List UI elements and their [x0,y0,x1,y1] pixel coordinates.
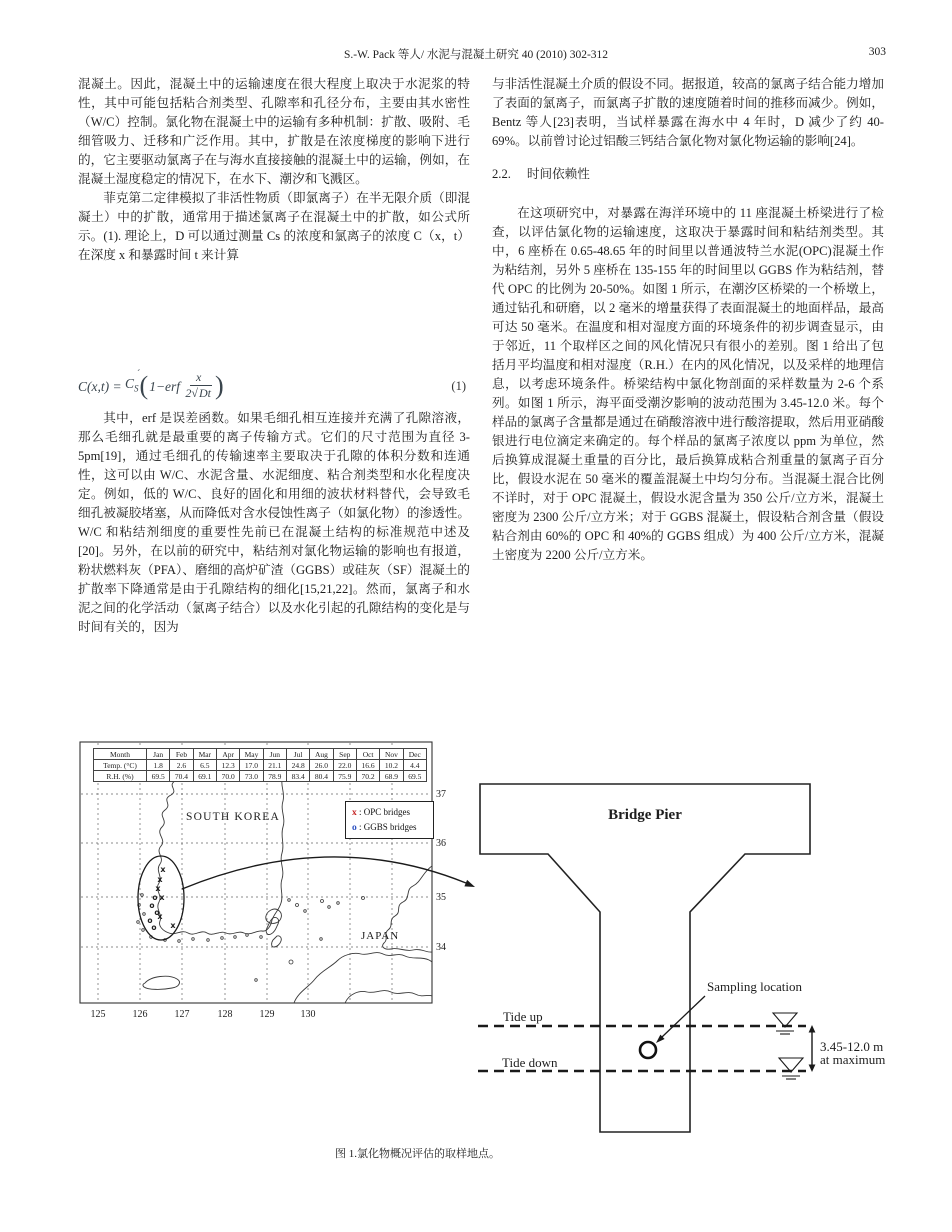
pier-title: Bridge Pier [608,807,682,823]
sampling-point-icon [640,1042,656,1058]
opc-bridge-marker-icon: x [155,884,161,893]
leader-arrowhead-icon [464,880,475,887]
paragraph-ficks-law: 菲克第二定律模拟了非活性物质（即氯离子）在半无限介质（即混凝土）中的扩散，通常用于描述氯离子在混凝土中的扩散，如公式所示。(1). 理论上，D 可以通过测量 Cs 的浓度和氯离子的浓度 C（x，t）在深度 x 和暴露时间 t 来计算 [78,191,470,262]
table-cell: 26.0 [310,760,333,771]
longitude-label: 127 [174,1009,190,1020]
table-cell: 22.0 [333,760,356,771]
sampling-arrow-line [662,996,705,1037]
longitude-label: 130 [300,1009,316,1020]
latitude-label: 34 [436,942,446,953]
longitude-label: 125 [90,1009,106,1020]
longitude-label: 128 [217,1009,233,1020]
ggbs-bridge-marker-icon: o [151,923,157,932]
right-column [492,75,884,565]
table-cell: 70.2 [356,771,379,782]
table-cell: 68.9 [380,771,403,782]
ggbs-bridge-marker-icon: o [154,908,160,917]
opc-bridge-marker-icon: x [160,865,166,874]
table-cell: 80.4 [310,771,333,782]
table-cell: 75.9 [333,771,356,782]
bridge-pier-diagram [478,784,885,1132]
table-cell: Feb [170,749,193,760]
table-cell: 70.4 [170,771,193,782]
row-label: Month [94,749,147,760]
table-cell: 73.0 [240,771,263,782]
opc-bridge-marker-icon: x [157,875,163,884]
scan-accent-mark: ˊ [136,367,141,380]
table-cell: 1.8 [147,760,170,771]
latitude-label: 37 [436,789,446,800]
legend-item [352,805,430,820]
climate-table-row [94,771,427,782]
running-title: S.-W. Pack 等人/ 水泥与混凝土研究 40 (2010) 302-312 [343,49,609,61]
jeju-island [143,976,180,989]
table-cell: 4.4 [403,760,426,771]
climate-table-row [94,760,427,771]
opc-bridge-marker-icon: x [159,893,165,902]
table-cell: 21.1 [263,760,286,771]
table-cell: 69.1 [193,771,216,782]
paragraph-erf-discussion: 其中，erf 是误差函数。如果毛细孔相互连接并充满了孔隙溶液，那么毛细孔就是最重要的离子传输方式。它们的尺寸范围为直径 3-5pm[19]，通过毛细孔的传输速率主要取决于孔隙的体积分数和连通性，这可以由 W/C、水泥含量、水泥细度、粘合剂类型和水化程度决定。例如，低的 W/C、良好的固化和用细的波状材料替代，会导致毛细孔被凝胶堵塞，从而降低对含水侵蚀性离子（如氯化物）的渗透性。W/C 和粘结剂细度的重要性先前已在混凝土结构的标准规范中述及[20]。另外，在以前的研究中，粘结剂对氯化物运输的影响也有报道，粉状燃料灰（PFA）、磨细的高炉矿渣（GGBS）或硅灰（SF）混凝土的扩散率下降通常是由于孔隙结构的细化[15,21,22]。然而，氯离子和水泥之间的化学活动（氯离子结合）以及水化引起的孔隙结构的变化是与时间有关的，因为 [78,411,470,634]
table-cell: 24.8 [286,760,309,771]
table-cell: 10.2 [380,760,403,771]
table-cell: 2.6 [170,760,193,771]
table-cell: Sep [333,749,356,760]
section-heading-2-2 [492,165,884,184]
table-cell: Oct [356,749,379,760]
paragraph-binding: 与非活性混凝土介质的假设不同。据报道，较高的氯离子结合能力增加了表面的氯离子，而氯离子扩散的速度随着时间的推移而减少。例如，Bentz 等人[23]表明，当试样暴露在海水中 4 年时，D 减少了约 40-69%。以前曾讨论过铝酸三钙结合氯化物对氯化物运输的影响[24]。 [492,77,884,148]
table-cell: May [240,749,263,760]
running-head [0,46,952,62]
latitude-label: 36 [436,838,446,849]
paragraph-continuation: 混凝土。因此，混凝土中的运输速度在很大程度上取决于水泥浆的特性，其中可能包括粘合剂类型、孔隙率和孔径分布，主要由其水密性（W/C）控制。氯化物在混凝土中的运输有多种机制：扩散、吸附、毛细管吸力、迁移和广泛作用。其中，扩散是在浓度梯度的影响下进行的，它主要驱动氯离子在与海水直接接触的混凝土中的运输，例如，在混凝土湿度稳定的情况下，在水下、潮汐和飞溅区。 [78,77,470,186]
figure-1-drawing [75,740,915,1140]
table-cell: 70.0 [216,771,239,782]
table-cell: 12.3 [216,760,239,771]
table-cell: Jun [263,749,286,760]
section-title: 时间依赖性 [526,167,590,181]
table-cell: 17.0 [240,760,263,771]
ggbs-bridge-marker-icon: o [147,916,153,925]
japan-label: JAPAN [361,930,400,942]
table-cell: 69.5 [403,771,426,782]
tidal-range-qualifier: at maximum [820,1052,886,1067]
fraction: x 2 √Dt [185,370,212,400]
leader-arrow-line [182,857,466,889]
tsushima-island-2 [272,936,282,947]
legend-label: : GGBS bridges [356,822,417,832]
south-korea-label: SOUTH KOREA [186,811,281,823]
legend-marker-icon: o [352,823,357,833]
paragraph-study: 在这项研究中，对暴露在海洋环境中的 11 座混凝土桥梁进行了检查，以评估氯化物的运输速度，这取决于暴露时间和粘结剂类型。其中，6 座桥在 0.65-48.65 年的时间里以普通波特兰水泥(OPC)混凝土作为粘结剂，另外 5 座桥在 135-155 年的时间里以 GGBS 作为粘结剂，替代 OPC 的比例为 20-50%。如图 1 所示，在潮汐区桥梁的一个桥墩上，通过钻孔和研磨，以 2 毫米的增量获得了表面混凝土的地面样品，最高可达 50 毫米。在温度和相对湿度方面的环境条件的初步调查显示，由于邻近，11 个取样区之间的风化情况只有很小的差别。图 1 给出了包括月平均温度和相对湿度（R.H.）在内的风化情况，以及采样的地理信息，以考虑环境条件。桥梁结构中氯化物剖面的采样数量为 2-6 个系列。如图 1 所示，海平面受潮汐影响的波动范围为 3.45-12.0 米。每个样品的氯离子含量都是通过在硝酸溶液中进行酸溶提取，然后用亚硝酸银进行电位滴定来确定的。每个样品的氯离子浓度以 ppm 为单位，然后换算成混凝土重量的百分比，最后换算成粘合剂重量的氯离子百分比，假设水泥在 50 毫米的覆盖混凝土中均匀分布。当混凝土混合比例不详时，对于 OPC 混凝土，假设水泥含量为 350 公斤/立方米，混凝土密度为 2300 公斤/立方米；对于 GGBS 混凝土，假设粘合剂含量（假设粘合剂由 60%的 OPC 和 40%的 GGBS 组成）为 400 公斤/立方米，混凝土密度为 2200 公斤/立方米。 [492,206,884,562]
water-level-icon-upper [773,1013,797,1034]
legend-marker-icon: x [352,808,357,818]
table-cell: Jul [286,749,309,760]
opc-bridge-marker-icon: x [170,921,176,930]
longitude-label: 129 [259,1009,275,1020]
equation-body: C(x,t) = $C_S$ ˊ ( 1−erf x 2 √Dt ) [78,371,225,401]
figure-1 [75,740,915,1140]
kyushu-coastline [294,953,432,1003]
sampling-location-label: Sampling location [707,979,802,994]
table-cell: 83.4 [286,771,309,782]
climate-table [93,748,427,782]
table-cell: Mar [193,749,216,760]
table-cell: 69.5 [147,771,170,782]
opc-bridge-marker-icon: x [157,912,163,921]
tidal-range-arrow [809,1025,816,1072]
longitude-label: 126 [132,1009,148,1020]
pier-outline [480,784,810,1132]
equation-1 [78,363,470,409]
row-label: R.H. (%) [94,771,147,782]
table-cell: 16.6 [356,760,379,771]
page-number: 303 [868,46,886,58]
small-islands [137,894,365,982]
ggbs-bridge-marker-icon: o [149,901,155,910]
table-cell: Aug [310,749,333,760]
table-cell: 6.5 [193,760,216,771]
figure-caption: 图 1.氯化物概况评估的取样地点。 [335,1148,500,1160]
water-level-icon-lower [779,1058,803,1079]
map-legend [345,801,434,839]
tidal-range-value: 3.45-12.0 m [820,1039,884,1054]
row-label: Temp. (°C) [94,760,147,771]
section-number: 2.2. [492,167,511,181]
legend-item [352,820,430,835]
table-cell: Dec [403,749,426,760]
climate-table-header-row [94,749,427,760]
table-cell: Jan [147,749,170,760]
kyushu-inner-coastline [345,991,432,1003]
equation-number: (1) [451,378,466,393]
table-cell: Nov [380,749,403,760]
latitude-label: 35 [436,892,446,903]
legend-label: : OPC bridges [356,807,411,817]
table-cell: Apr [216,749,239,760]
tide-down-label: Tide down [502,1055,558,1070]
ggbs-bridge-marker-icon: o [152,893,158,902]
table-cell: 78.9 [263,771,286,782]
tide-up-label: Tide up [503,1009,543,1024]
korea-map [80,742,475,1020]
korea-coastline [157,781,283,934]
left-column [78,75,470,637]
